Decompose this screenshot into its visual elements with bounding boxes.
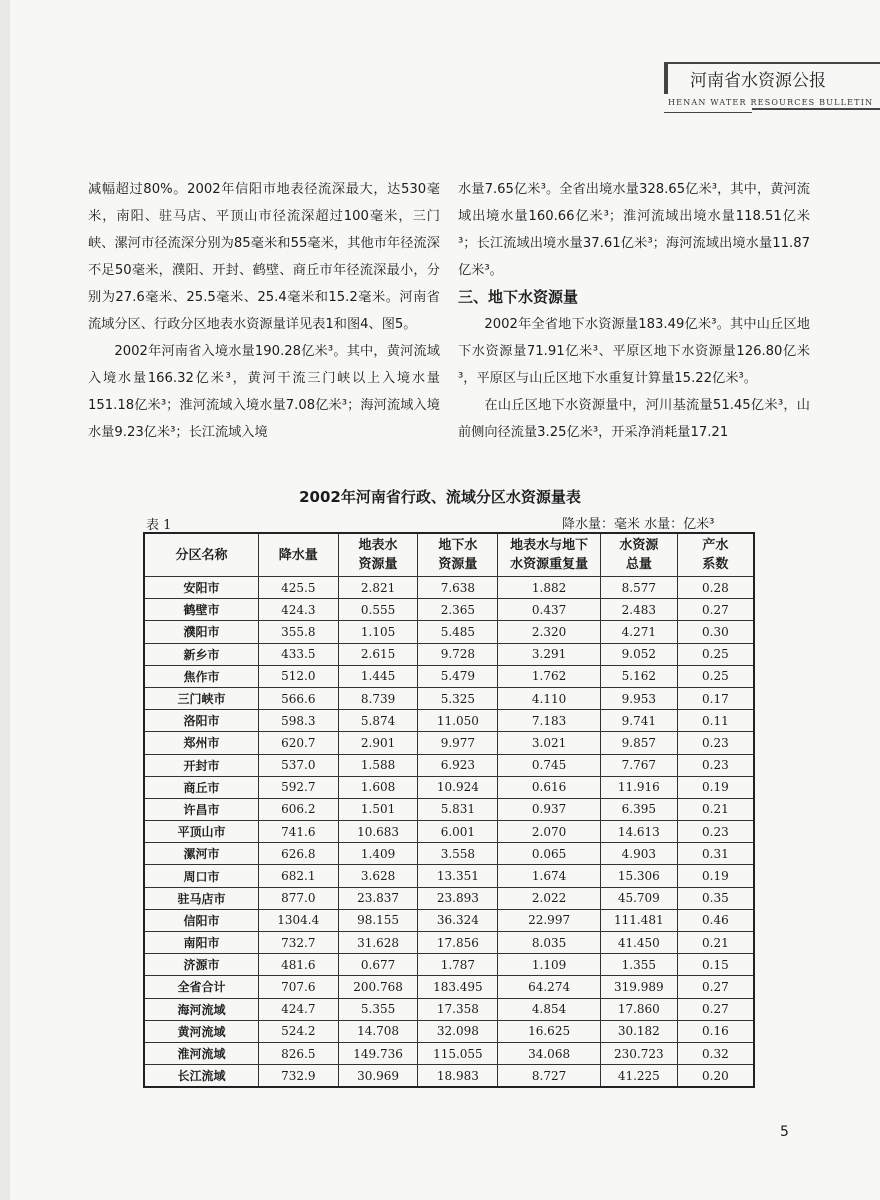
region-name-cell: 濮阳市 xyxy=(144,621,258,643)
paragraph: 减幅超过80%。2002年信阳市地表径流深最大，达530毫米，南阳、驻马店、平顶山市径流深超过100毫米，三门峡、漯河市径流深分别为85毫米和55毫米，其他市年径流深不足50毫米，濮阳、开封、鹤壁、商丘市年径流深最小，分别为27.6毫米、25.5毫米、25.4毫米和15.2毫米。河南省流域分区、行政分区地表水资源量详见表1和图4、图5。 xyxy=(88,182,440,332)
table-row xyxy=(144,909,754,931)
value-cell: 620.7 xyxy=(258,732,338,754)
column-header: 降水量 xyxy=(258,533,338,577)
region-name-cell: 三门峡市 xyxy=(144,687,258,709)
paragraph: 水量7.65亿米³。全省出境水量328.65亿米³，其中，黄河流域出境水量160.66亿米³；淮河流域出境水量118.51亿米³；长江流域出境水量37.61亿米³；海河流域出境水量11.87亿米³。 xyxy=(458,182,810,278)
value-cell: 2.022 xyxy=(498,887,601,909)
value-cell: 3.628 xyxy=(338,865,418,887)
value-cell: 36.324 xyxy=(418,909,498,931)
paragraph: 2002年全省地下水资源量183.49亿米³。其中山丘区地下水资源量71.91亿米³、平原区地下水资源量126.80亿米³，平原区与山丘区地下水重复计算量15.22亿米³。 xyxy=(458,317,810,386)
value-cell: 17.358 xyxy=(418,998,498,1020)
value-cell: 8.577 xyxy=(600,577,677,599)
table-row xyxy=(144,577,754,599)
region-name-cell: 鹤壁市 xyxy=(144,599,258,621)
value-cell: 0.065 xyxy=(498,843,601,865)
publication-title: 河南省水资源公报 xyxy=(690,71,826,91)
value-cell: 0.616 xyxy=(498,776,601,798)
table-unit-note: 降水量：毫米 水量：亿米³ xyxy=(562,517,715,532)
region-name-cell: 漯河市 xyxy=(144,843,258,865)
value-cell: 682.1 xyxy=(258,865,338,887)
region-name-cell: 驻马店市 xyxy=(144,887,258,909)
value-cell: 11.916 xyxy=(600,776,677,798)
value-cell: 6.923 xyxy=(418,754,498,776)
value-cell: 0.16 xyxy=(677,1020,754,1042)
value-cell: 355.8 xyxy=(258,621,338,643)
value-cell: 0.23 xyxy=(677,732,754,754)
value-cell: 0.23 xyxy=(677,754,754,776)
value-cell: 566.6 xyxy=(258,687,338,709)
region-name-cell: 安阳市 xyxy=(144,577,258,599)
table-row xyxy=(144,621,754,643)
value-cell: 826.5 xyxy=(258,1042,338,1064)
value-cell: 1.105 xyxy=(338,621,418,643)
value-cell: 1.787 xyxy=(418,954,498,976)
value-cell: 0.15 xyxy=(677,954,754,976)
value-cell: 0.27 xyxy=(677,998,754,1020)
value-cell: 0.23 xyxy=(677,821,754,843)
table-header-row xyxy=(144,533,754,577)
value-cell: 200.768 xyxy=(338,976,418,998)
table-row xyxy=(144,754,754,776)
region-name-cell: 黄河流域 xyxy=(144,1020,258,1042)
value-cell: 18.983 xyxy=(418,1065,498,1088)
value-cell: 34.068 xyxy=(498,1042,601,1064)
column-header: 地表水 资源量 xyxy=(338,533,418,577)
table-row xyxy=(144,887,754,909)
value-cell: 1.109 xyxy=(498,954,601,976)
value-cell: 9.741 xyxy=(600,710,677,732)
value-cell: 15.306 xyxy=(600,865,677,887)
value-cell: 98.155 xyxy=(338,909,418,931)
value-cell: 319.989 xyxy=(600,976,677,998)
page-edge-shadow xyxy=(0,0,10,1200)
value-cell: 2.901 xyxy=(338,732,418,754)
value-cell: 8.035 xyxy=(498,932,601,954)
region-name-cell: 南阳市 xyxy=(144,932,258,954)
value-cell: 9.728 xyxy=(418,643,498,665)
value-cell: 230.723 xyxy=(600,1042,677,1064)
value-cell: 30.182 xyxy=(600,1020,677,1042)
value-cell: 0.32 xyxy=(677,1042,754,1064)
value-cell: 9.857 xyxy=(600,732,677,754)
table-row xyxy=(144,932,754,954)
value-cell: 0.28 xyxy=(677,577,754,599)
value-cell: 1.762 xyxy=(498,665,601,687)
table-row xyxy=(144,1065,754,1088)
value-cell: 424.7 xyxy=(258,998,338,1020)
paragraph: 2002年河南省入境水量190.28亿米³。其中，黄河流域入境水量166.32亿米³，黄河干流三门峡以上入境水量151.18亿米³；淮河流域入境水量7.08亿米³；海河流域入境水量9.23亿米³；长江流域入境 xyxy=(88,344,440,440)
region-name-cell: 济源市 xyxy=(144,954,258,976)
value-cell: 7.638 xyxy=(418,577,498,599)
value-cell: 424.3 xyxy=(258,599,338,621)
value-cell: 3.021 xyxy=(498,732,601,754)
value-cell: 14.708 xyxy=(338,1020,418,1042)
value-cell: 2.365 xyxy=(418,599,498,621)
header-bottom-rule-thick xyxy=(752,108,880,110)
value-cell: 4.903 xyxy=(600,843,677,865)
header-top-rule xyxy=(664,62,880,64)
region-name-cell: 许昌市 xyxy=(144,798,258,820)
table-row xyxy=(144,732,754,754)
value-cell: 10.683 xyxy=(338,821,418,843)
column-header: 地表水与地下 水资源重复量 xyxy=(498,533,601,577)
value-cell: 524.2 xyxy=(258,1020,338,1042)
region-name-cell: 郑州市 xyxy=(144,732,258,754)
value-cell: 2.320 xyxy=(498,621,601,643)
value-cell: 0.745 xyxy=(498,754,601,776)
value-cell: 0.30 xyxy=(677,621,754,643)
value-cell: 707.6 xyxy=(258,976,338,998)
value-cell: 30.969 xyxy=(338,1065,418,1088)
value-cell: 9.977 xyxy=(418,732,498,754)
value-cell: 23.837 xyxy=(338,887,418,909)
table-body xyxy=(144,577,754,1088)
table-label: 表 1 xyxy=(146,518,172,533)
region-name-cell: 海河流域 xyxy=(144,998,258,1020)
region-name-cell: 信阳市 xyxy=(144,909,258,931)
value-cell: 606.2 xyxy=(258,798,338,820)
value-cell: 1304.4 xyxy=(258,909,338,931)
region-name-cell: 商丘市 xyxy=(144,776,258,798)
table-row xyxy=(144,998,754,1020)
value-cell: 4.854 xyxy=(498,998,601,1020)
region-name-cell: 开封市 xyxy=(144,754,258,776)
value-cell: 31.628 xyxy=(338,932,418,954)
value-cell: 0.27 xyxy=(677,599,754,621)
value-cell: 0.21 xyxy=(677,932,754,954)
publication-subtitle: HENAN WATER RESOURCES BULLETIN xyxy=(668,98,874,107)
value-cell: 0.25 xyxy=(677,643,754,665)
water-resources-table xyxy=(143,532,755,1088)
table-row xyxy=(144,798,754,820)
value-cell: 537.0 xyxy=(258,754,338,776)
value-cell: 598.3 xyxy=(258,710,338,732)
value-cell: 5.162 xyxy=(600,665,677,687)
value-cell: 1.501 xyxy=(338,798,418,820)
value-cell: 10.924 xyxy=(418,776,498,798)
table-row xyxy=(144,1020,754,1042)
value-cell: 5.831 xyxy=(418,798,498,820)
table-row xyxy=(144,1042,754,1064)
body-column-left xyxy=(88,176,440,446)
value-cell: 592.7 xyxy=(258,776,338,798)
value-cell: 512.0 xyxy=(258,665,338,687)
value-cell: 1.608 xyxy=(338,776,418,798)
table-row xyxy=(144,710,754,732)
value-cell: 0.11 xyxy=(677,710,754,732)
value-cell: 3.291 xyxy=(498,643,601,665)
value-cell: 0.17 xyxy=(677,687,754,709)
column-header: 产水 系数 xyxy=(677,533,754,577)
value-cell: 0.27 xyxy=(677,976,754,998)
value-cell: 1.445 xyxy=(338,665,418,687)
value-cell: 22.997 xyxy=(498,909,601,931)
value-cell: 0.937 xyxy=(498,798,601,820)
value-cell: 6.001 xyxy=(418,821,498,843)
value-cell: 11.050 xyxy=(418,710,498,732)
column-header: 地下水 资源量 xyxy=(418,533,498,577)
region-name-cell: 全省合计 xyxy=(144,976,258,998)
value-cell: 626.8 xyxy=(258,843,338,865)
value-cell: 41.450 xyxy=(600,932,677,954)
table-row xyxy=(144,687,754,709)
value-cell: 0.31 xyxy=(677,843,754,865)
value-cell: 0.21 xyxy=(677,798,754,820)
value-cell: 3.558 xyxy=(418,843,498,865)
section-heading: 三、地下水资源量 xyxy=(458,288,579,306)
value-cell: 0.46 xyxy=(677,909,754,931)
table-row xyxy=(144,643,754,665)
value-cell: 481.6 xyxy=(258,954,338,976)
value-cell: 0.35 xyxy=(677,887,754,909)
value-cell: 1.409 xyxy=(338,843,418,865)
value-cell: 16.625 xyxy=(498,1020,601,1042)
value-cell: 732.7 xyxy=(258,932,338,954)
value-cell: 0.25 xyxy=(677,665,754,687)
value-cell: 0.20 xyxy=(677,1065,754,1088)
value-cell: 149.736 xyxy=(338,1042,418,1064)
table-title: 2002年河南省行政、流域分区水资源量表 xyxy=(299,488,581,506)
value-cell: 32.098 xyxy=(418,1020,498,1042)
value-cell: 9.052 xyxy=(600,643,677,665)
value-cell: 7.183 xyxy=(498,710,601,732)
region-name-cell: 新乡市 xyxy=(144,643,258,665)
value-cell: 0.677 xyxy=(338,954,418,976)
value-cell: 17.856 xyxy=(418,932,498,954)
body-column-right xyxy=(458,176,810,446)
value-cell: 45.709 xyxy=(600,887,677,909)
table-row xyxy=(144,665,754,687)
value-cell: 433.5 xyxy=(258,643,338,665)
value-cell: 111.481 xyxy=(600,909,677,931)
value-cell: 23.893 xyxy=(418,887,498,909)
value-cell: 5.874 xyxy=(338,710,418,732)
value-cell: 17.860 xyxy=(600,998,677,1020)
value-cell: 2.615 xyxy=(338,643,418,665)
table-row xyxy=(144,865,754,887)
value-cell: 6.395 xyxy=(600,798,677,820)
value-cell: 0.19 xyxy=(677,865,754,887)
value-cell: 41.225 xyxy=(600,1065,677,1088)
value-cell: 2.070 xyxy=(498,821,601,843)
value-cell: 8.739 xyxy=(338,687,418,709)
value-cell: 1.355 xyxy=(600,954,677,976)
value-cell: 0.555 xyxy=(338,599,418,621)
paragraph: 在山丘区地下水资源量中，河川基流量51.45亿米³，山前侧向径流量3.25亿米³，开采净消耗量17.21 xyxy=(458,398,810,440)
region-name-cell: 洛阳市 xyxy=(144,710,258,732)
value-cell: 115.055 xyxy=(418,1042,498,1064)
value-cell: 7.767 xyxy=(600,754,677,776)
value-cell: 4.271 xyxy=(600,621,677,643)
header-side-bar xyxy=(664,64,668,94)
column-header: 分区名称 xyxy=(144,533,258,577)
value-cell: 4.110 xyxy=(498,687,601,709)
region-name-cell: 长江流域 xyxy=(144,1065,258,1088)
value-cell: 1.882 xyxy=(498,577,601,599)
value-cell: 14.613 xyxy=(600,821,677,843)
value-cell: 5.485 xyxy=(418,621,498,643)
region-name-cell: 周口市 xyxy=(144,865,258,887)
header-bottom-rule xyxy=(664,112,752,113)
table-row xyxy=(144,843,754,865)
column-header: 水资源 总量 xyxy=(600,533,677,577)
table-row xyxy=(144,599,754,621)
region-name-cell: 淮河流域 xyxy=(144,1042,258,1064)
value-cell: 5.479 xyxy=(418,665,498,687)
value-cell: 64.274 xyxy=(498,976,601,998)
value-cell: 183.495 xyxy=(418,976,498,998)
table-row xyxy=(144,954,754,976)
page-number: 5 xyxy=(780,1124,789,1140)
value-cell: 1.588 xyxy=(338,754,418,776)
value-cell: 5.325 xyxy=(418,687,498,709)
value-cell: 13.351 xyxy=(418,865,498,887)
value-cell: 0.437 xyxy=(498,599,601,621)
value-cell: 877.0 xyxy=(258,887,338,909)
value-cell: 2.483 xyxy=(600,599,677,621)
region-name-cell: 焦作市 xyxy=(144,665,258,687)
value-cell: 741.6 xyxy=(258,821,338,843)
value-cell: 425.5 xyxy=(258,577,338,599)
table-row xyxy=(144,976,754,998)
value-cell: 2.821 xyxy=(338,577,418,599)
value-cell: 732.9 xyxy=(258,1065,338,1088)
value-cell: 5.355 xyxy=(338,998,418,1020)
value-cell: 9.953 xyxy=(600,687,677,709)
region-name-cell: 平顶山市 xyxy=(144,821,258,843)
table-row xyxy=(144,821,754,843)
value-cell: 8.727 xyxy=(498,1065,601,1088)
table-row xyxy=(144,776,754,798)
value-cell: 0.19 xyxy=(677,776,754,798)
value-cell: 1.674 xyxy=(498,865,601,887)
